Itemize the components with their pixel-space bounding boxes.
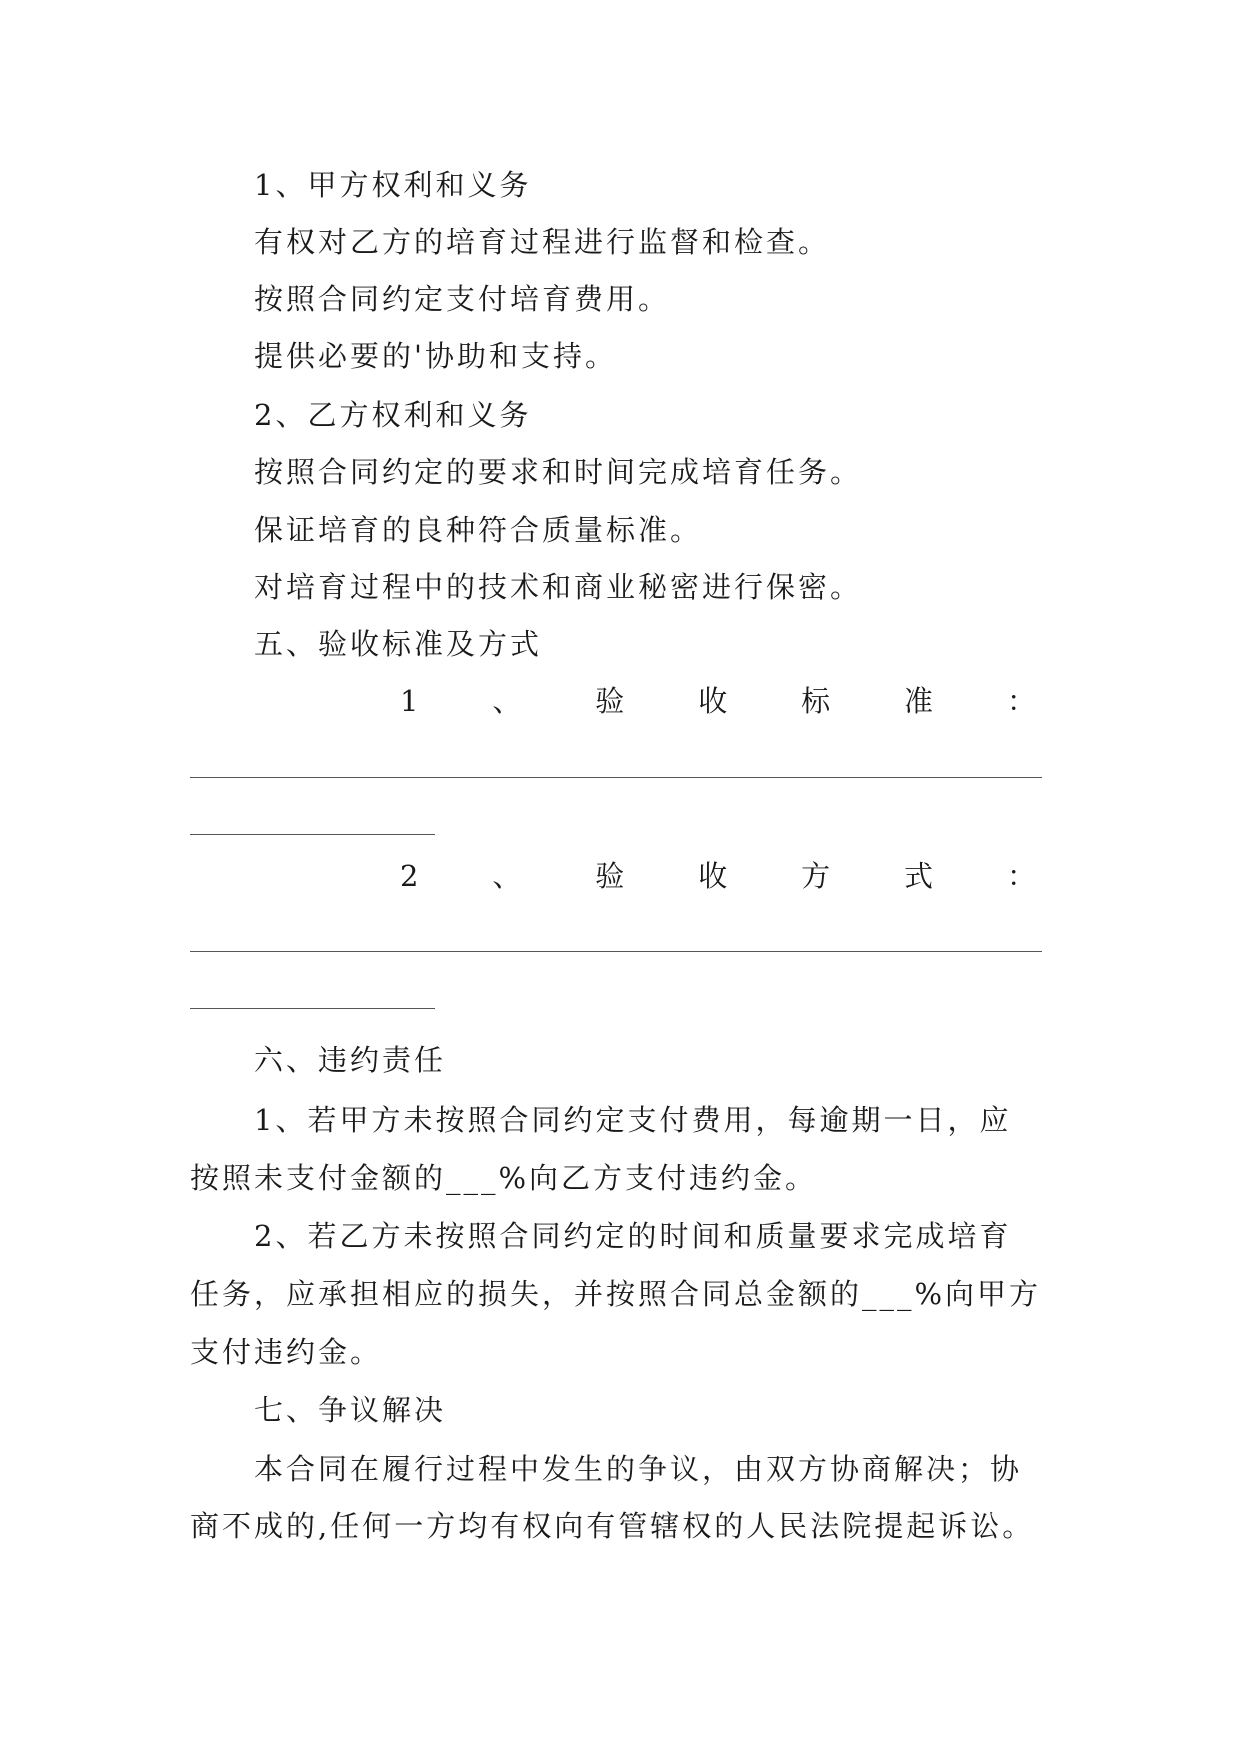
party-b-duty-confidential: 对培育过程中的技术和商业秘密进行保密。 xyxy=(254,570,863,604)
section7-text: 商不成的,任何一方均有权向有管辖权的人民法院提起诉讼。 xyxy=(190,1509,1035,1543)
acceptance-standard-char: 收 xyxy=(698,684,728,718)
acceptance-standard-char: 验 xyxy=(595,684,625,718)
acceptance-method-char: 式 xyxy=(904,859,934,893)
acceptance-standard-char: ： xyxy=(1006,684,1036,718)
acceptance-standard-char: 准 xyxy=(904,684,934,718)
section6-title: 六、违约责任 xyxy=(254,1043,447,1077)
acceptance-standard-label xyxy=(400,681,1036,721)
party-a-rights-heading: 1、甲方权利和义务 xyxy=(254,168,532,202)
blank-line xyxy=(190,1008,435,1009)
blank-line xyxy=(190,834,435,835)
party-b-duty-quality: 保证培育的良种符合质量标准。 xyxy=(254,513,703,547)
section7-title: 七、争议解决 xyxy=(254,1393,447,1427)
section5-title: 五、验收标准及方式 xyxy=(254,627,543,661)
acceptance-method-char: 、 xyxy=(492,859,522,893)
section6-item2-text: 支付违约金。 xyxy=(190,1335,383,1369)
blank-line xyxy=(190,777,1042,778)
acceptance-method-char: 2 xyxy=(400,859,419,893)
party-a-duty-support: 提供必要的'协助和支持。 xyxy=(254,339,617,373)
party-a-duty-pay: 按照合同约定支付培育费用。 xyxy=(254,282,671,316)
party-b-rights-heading: 2、乙方权利和义务 xyxy=(254,398,532,432)
acceptance-method-char: ： xyxy=(1006,859,1036,893)
acceptance-standard-char: 、 xyxy=(492,684,522,718)
party-b-duty-complete: 按照合同约定的要求和时间完成培育任务。 xyxy=(254,455,863,489)
section6-item1-text: 按照未支付金额的___%向乙方支付违约金。 xyxy=(190,1161,818,1195)
acceptance-standard-char: 标 xyxy=(801,684,831,718)
acceptance-method-char: 方 xyxy=(801,859,831,893)
acceptance-method-label xyxy=(400,856,1036,896)
blank-line xyxy=(190,951,1042,952)
section6-item2-text: 2、若乙方未按照合同约定的时间和质量要求完成培育 xyxy=(254,1219,1012,1253)
acceptance-standard-char: 1 xyxy=(400,684,419,718)
section7-text: 本合同在履行过程中发生的争议，由双方协商解决；协 xyxy=(254,1452,1023,1486)
section6-item1-text: 1、若甲方未按照合同约定支付费用，每逾期一日，应 xyxy=(254,1103,1012,1137)
acceptance-method-char: 收 xyxy=(698,859,728,893)
party-a-right-supervise: 有权对乙方的培育过程进行监督和检查。 xyxy=(254,225,831,259)
acceptance-method-char: 验 xyxy=(595,859,625,893)
section6-item2-text: 任务，应承担相应的损失，并按照合同总金额的___%向甲方 xyxy=(190,1277,1042,1311)
